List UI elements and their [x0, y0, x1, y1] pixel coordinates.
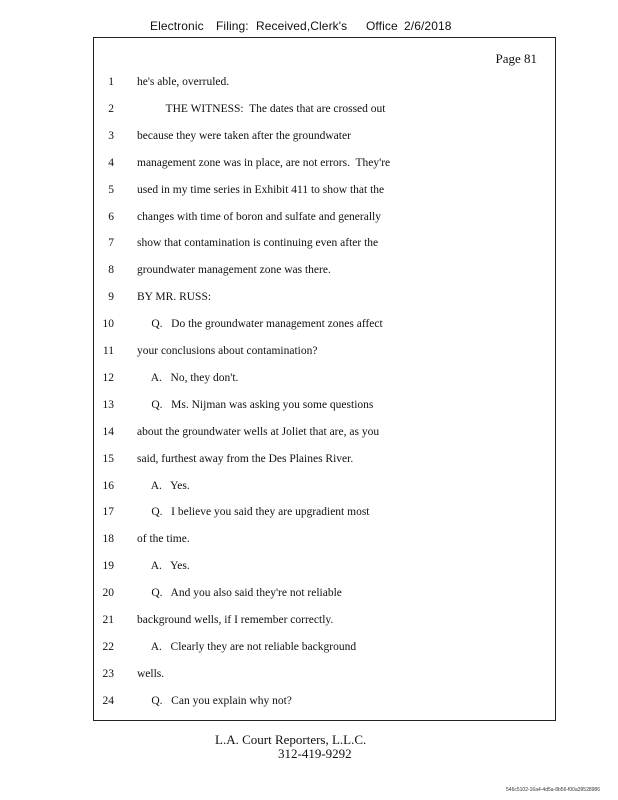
line-number: 1 — [108, 76, 114, 88]
line-number: 8 — [108, 264, 114, 277]
line-number: 10 — [102, 318, 114, 331]
transcript-page — [93, 37, 556, 721]
line-text: groundwater management zone was there. — [137, 264, 331, 277]
document-id: 546c5102-16a4-4d5a-8b56-f00a39528986 — [506, 787, 600, 793]
transcript-line — [94, 504, 555, 520]
line-number: 6 — [108, 210, 114, 223]
line-number: 18 — [102, 533, 114, 546]
transcript-line — [94, 639, 555, 655]
line-text: your conclusions about contamination? — [137, 345, 318, 357]
line-text: Q. I believe you said they are upgradient most — [137, 506, 370, 519]
line-text: show that contamination is continuing even after the — [137, 237, 379, 250]
line-text: Q. Can you explain why not? — [137, 694, 292, 707]
line-number: 15 — [102, 452, 114, 465]
filing-header-electronic: Electronic — [150, 19, 204, 33]
line-text: used in my time series in Exhibit 411 to show that the — [137, 183, 385, 196]
line-number: 5 — [108, 183, 114, 196]
line-number: 2 — [108, 102, 114, 115]
line-number: 9 — [108, 291, 114, 304]
line-text: A. No, they don't. — [137, 371, 239, 384]
line-text: background wells, if I remember correctly. — [137, 614, 334, 626]
line-text: Q. Ms. Nijman was asking you some questions — [137, 398, 374, 411]
transcript-line — [94, 370, 555, 386]
transcript-line — [94, 128, 555, 144]
line-number: 3 — [108, 129, 114, 142]
line-number: 4 — [108, 156, 114, 169]
line-text: THE WITNESS: The dates that are crossed out — [137, 102, 386, 115]
line-text: because they were taken after the groundwater — [137, 129, 351, 142]
filing-header-received: Received,Clerk's — [256, 19, 348, 33]
line-text: A. Yes. — [137, 560, 190, 573]
line-number: 11 — [102, 345, 114, 357]
line-text: about the groundwater wells at Joliet that are, as you — [137, 425, 380, 438]
line-number: 24 — [102, 694, 114, 707]
line-text: said, furthest away from the Des Plaines River. — [137, 452, 354, 465]
footer-phone: 312-419-9292 — [278, 746, 352, 761]
line-number: 13 — [102, 398, 114, 411]
transcript-line — [94, 585, 555, 601]
line-number: 12 — [102, 371, 114, 384]
line-text: A. Yes. — [137, 479, 190, 492]
filing-header-filing: Filing: — [216, 19, 249, 33]
line-number: 21 — [102, 614, 114, 626]
transcript-line — [94, 262, 555, 278]
line-number: 16 — [102, 479, 114, 492]
filing-header-date: 2/6/2018 — [404, 19, 452, 33]
line-text: BY MR. RUSS: — [137, 291, 212, 304]
line-text: Q. Do the groundwater management zones affect — [137, 318, 383, 331]
transcript-line — [94, 209, 555, 225]
line-text: management zone was in place, are not errors. They're — [137, 156, 391, 169]
transcript-line — [94, 101, 555, 117]
transcript-line — [94, 612, 555, 628]
page-number: Page 81 — [495, 51, 537, 66]
line-text: he's able, overruled. — [137, 76, 230, 88]
filing-header-office: Office — [366, 19, 398, 33]
line-text: A. Clearly they are not reliable background — [137, 640, 357, 653]
line-number: 19 — [102, 560, 114, 573]
line-number: 14 — [102, 425, 114, 438]
line-number: 23 — [102, 667, 114, 680]
transcript-line — [94, 424, 555, 440]
transcript-line — [94, 343, 555, 359]
footer — [215, 733, 366, 761]
transcript-line — [94, 451, 555, 467]
line-number: 20 — [102, 587, 114, 600]
transcript-line — [94, 531, 555, 547]
transcript-line — [94, 155, 555, 171]
transcript-line — [94, 289, 555, 305]
line-text: changes with time of boron and sulfate and generally — [137, 210, 381, 223]
transcript-line — [94, 666, 555, 682]
transcript-line — [94, 74, 555, 90]
transcript-line — [94, 478, 555, 494]
line-number: 17 — [102, 506, 114, 519]
line-number: 22 — [102, 640, 114, 653]
line-number: 7 — [108, 237, 114, 250]
line-text: wells. — [137, 667, 165, 680]
transcript-line — [94, 182, 555, 198]
transcript-line — [94, 235, 555, 251]
footer-company: L.A. Court Reporters, L.L.C. — [215, 732, 367, 747]
transcript-line — [94, 316, 555, 332]
transcript-line — [94, 693, 555, 709]
transcript-line — [94, 397, 555, 413]
transcript-line — [94, 558, 555, 574]
filing-header — [150, 19, 452, 33]
line-text: of the time. — [137, 533, 190, 546]
line-text: Q. And you also said they're not reliable — [137, 587, 342, 600]
